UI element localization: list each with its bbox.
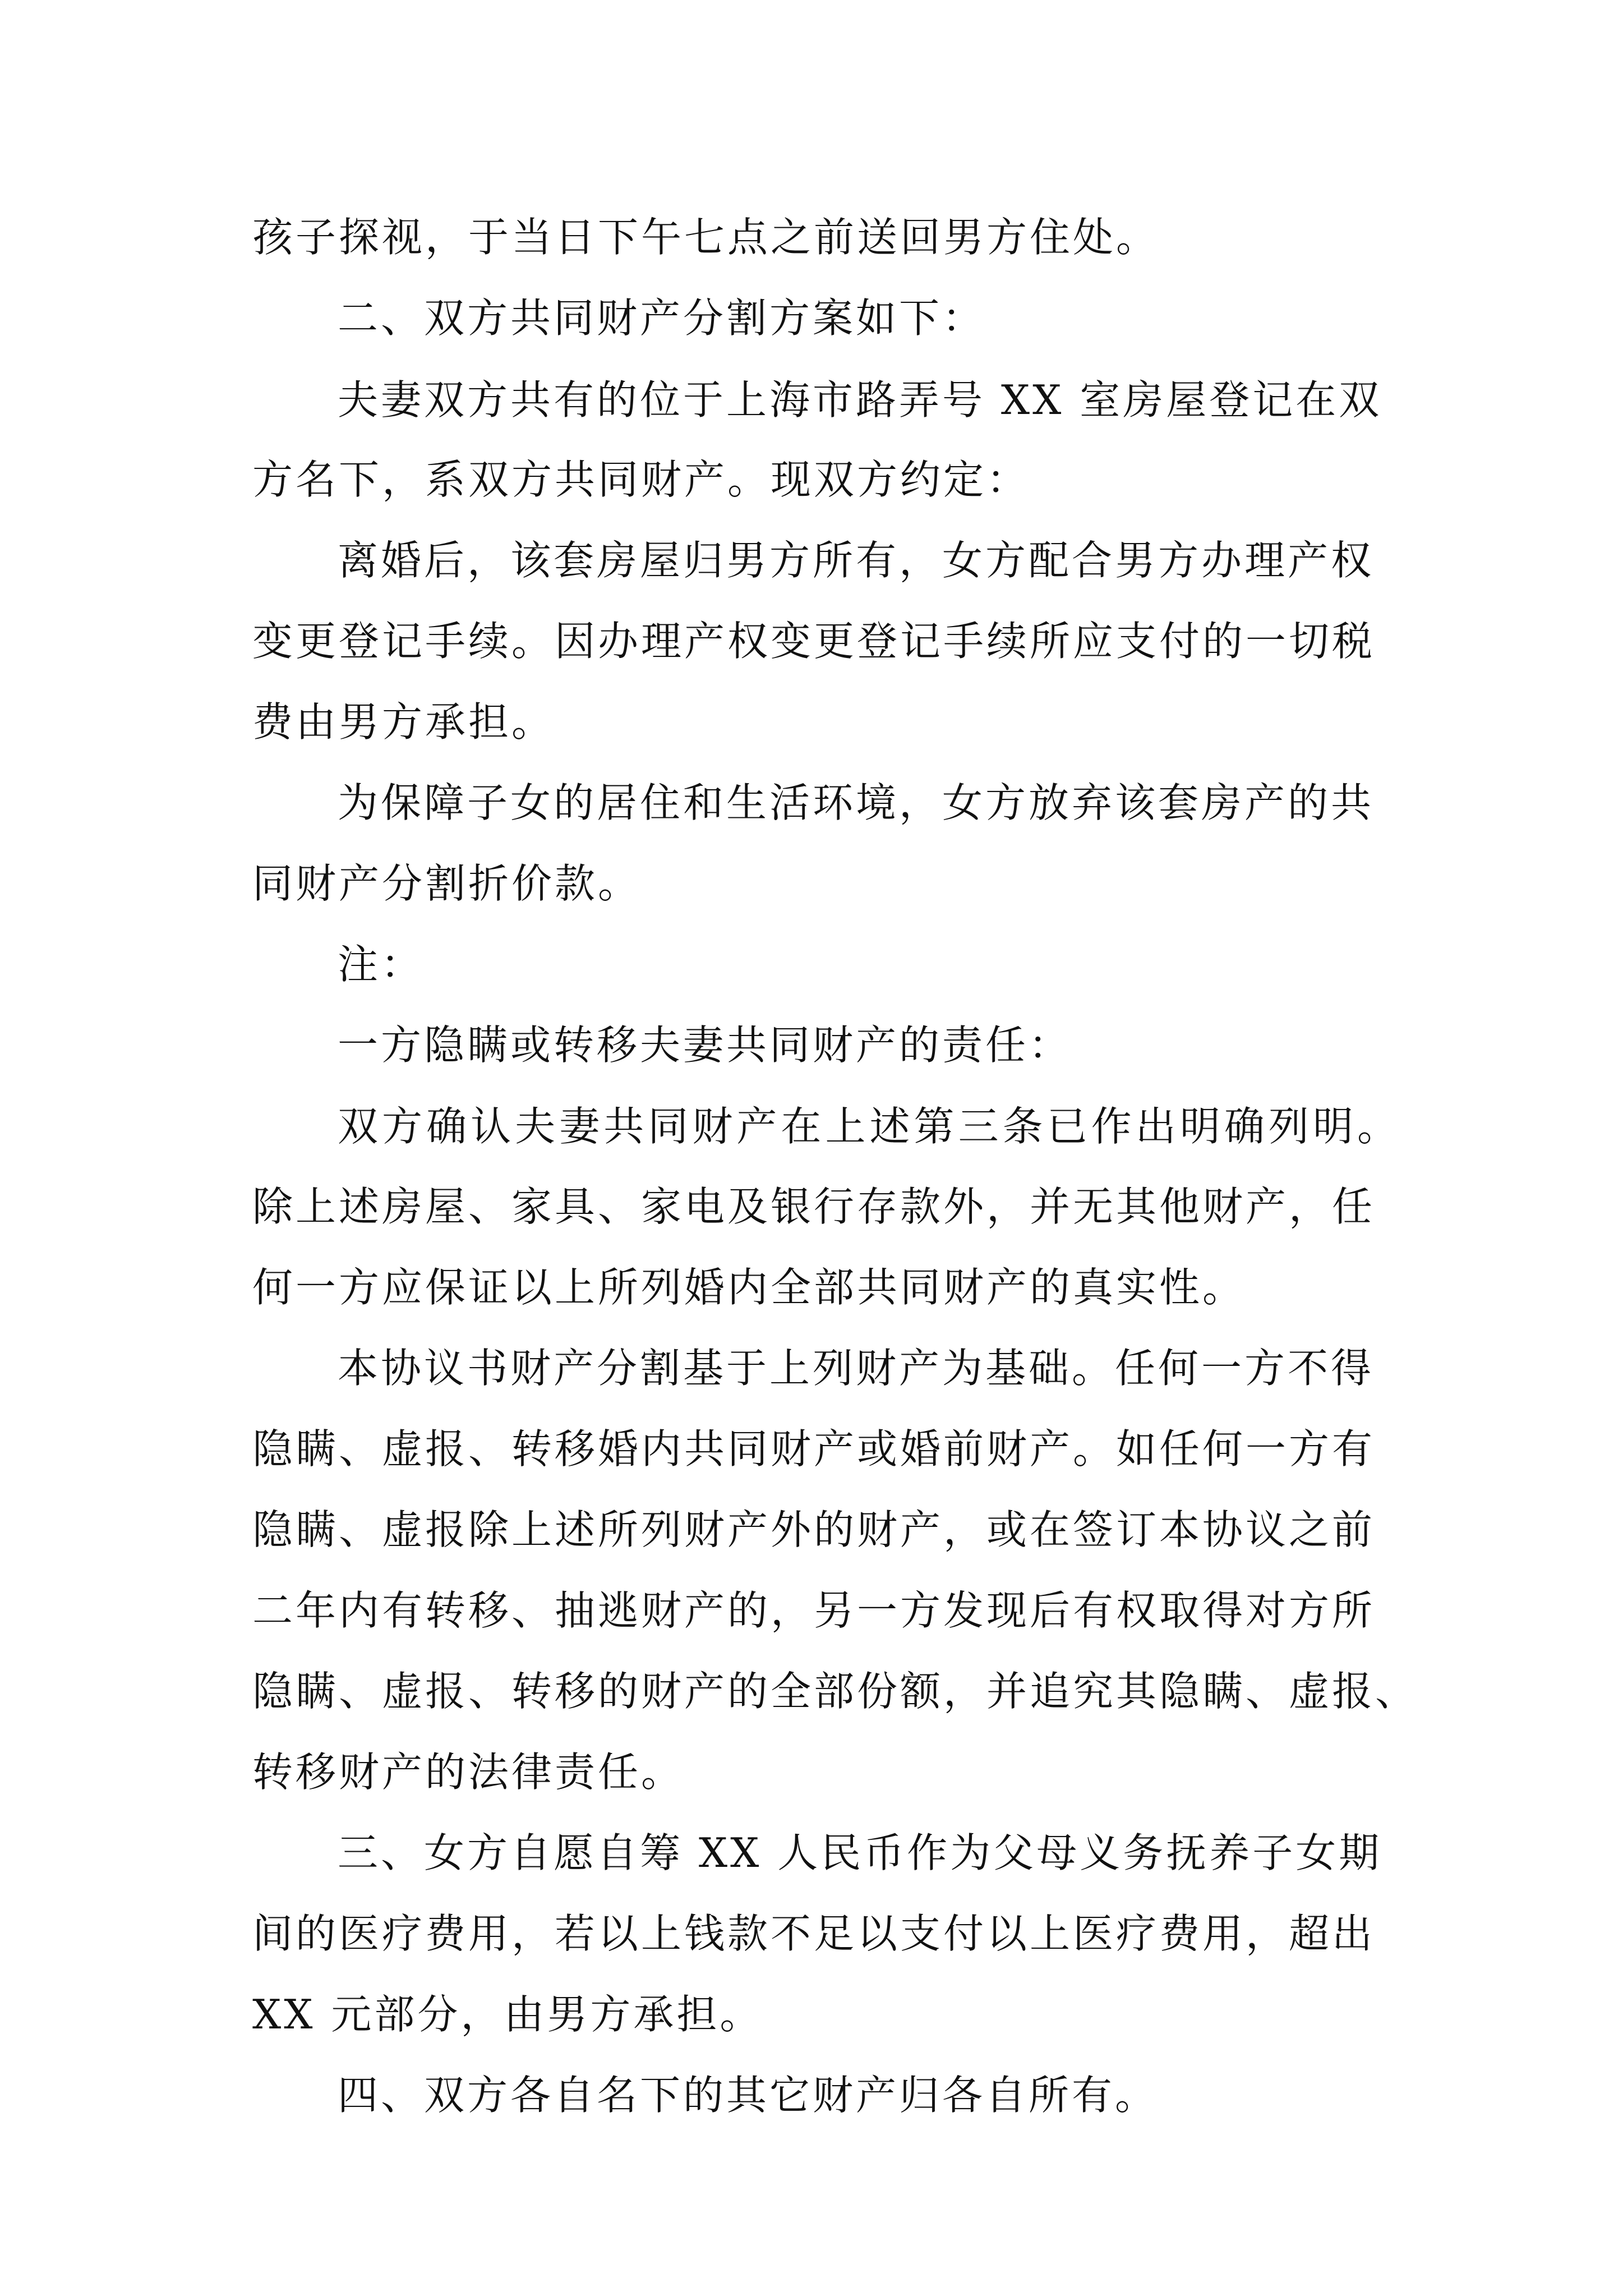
text-line: 本协议书财产分割基于上列财产为基础。任何一方不得 [338, 1345, 1375, 1392]
text-line: 何一方应保证以上所列婚内全部共同财产的真实性。 [252, 1264, 1246, 1311]
text-line: 孩子探视，于当日下午七点之前送回男方住处。 [252, 214, 1160, 261]
text-line: XX 元部分，由男方承担。 [252, 1991, 763, 2038]
text-line: 除上述房屋、家具、家电及银行存款外，并无其他财产，任 [252, 1183, 1376, 1230]
text-line: 方名下，系双方共同财产。现双方约定： [252, 456, 1030, 503]
section-heading: 四、双方各自名下的其它财产归各自所有。 [338, 2072, 1159, 2119]
text-line: 隐瞒、虚报、转移的财产的全部份额，并追究其隐瞒、虚报、 [252, 1668, 1419, 1715]
text-line: 变更登记手续。因办理产权变更登记手续所应支付的一切税 [252, 618, 1376, 665]
text-line: 夫妻双方共有的位于上海市路弄号 XX 室房屋登记在双 [338, 376, 1382, 424]
text-line: 隐瞒、虚报除上述所列财产外的财产，或在签订本协议之前 [252, 1506, 1376, 1553]
text-line: 间的医疗费用，若以上钱款不足以支付以上医疗费用，超出 [252, 1910, 1376, 1957]
text-line: 为保障子女的居住和生活环境，女方放弃该套房产的共 [338, 779, 1375, 826]
section-heading: 三、女方自愿自筹 XX 人民币作为父母义务抚养子女期 [338, 1829, 1382, 1876]
text-line: 二年内有转移、抽逃财产的，另一方发现后有权取得对方所 [252, 1587, 1376, 1634]
text-line: 一方隐瞒或转移夫妻共同财产的责任： [338, 1022, 1072, 1069]
section-heading: 二、双方共同财产分割方案如下： [338, 295, 986, 342]
text-line: 费由男方承担。 [252, 698, 555, 746]
text-line: 转移财产的法律责任。 [252, 1749, 685, 1796]
text-line: 离婚后，该套房屋归男方所有，女方配合男方办理产权 [338, 537, 1375, 584]
note-heading: 注： [338, 941, 425, 988]
text-line: 隐瞒、虚报、转移婚内共同财产或婚前财产。如任何一方有 [252, 1425, 1376, 1473]
text-line: 同财产分割折价款。 [252, 860, 642, 907]
text-line: 双方确认夫妻共同财产在上述第三条已作出明确列明。 [338, 1103, 1400, 1150]
